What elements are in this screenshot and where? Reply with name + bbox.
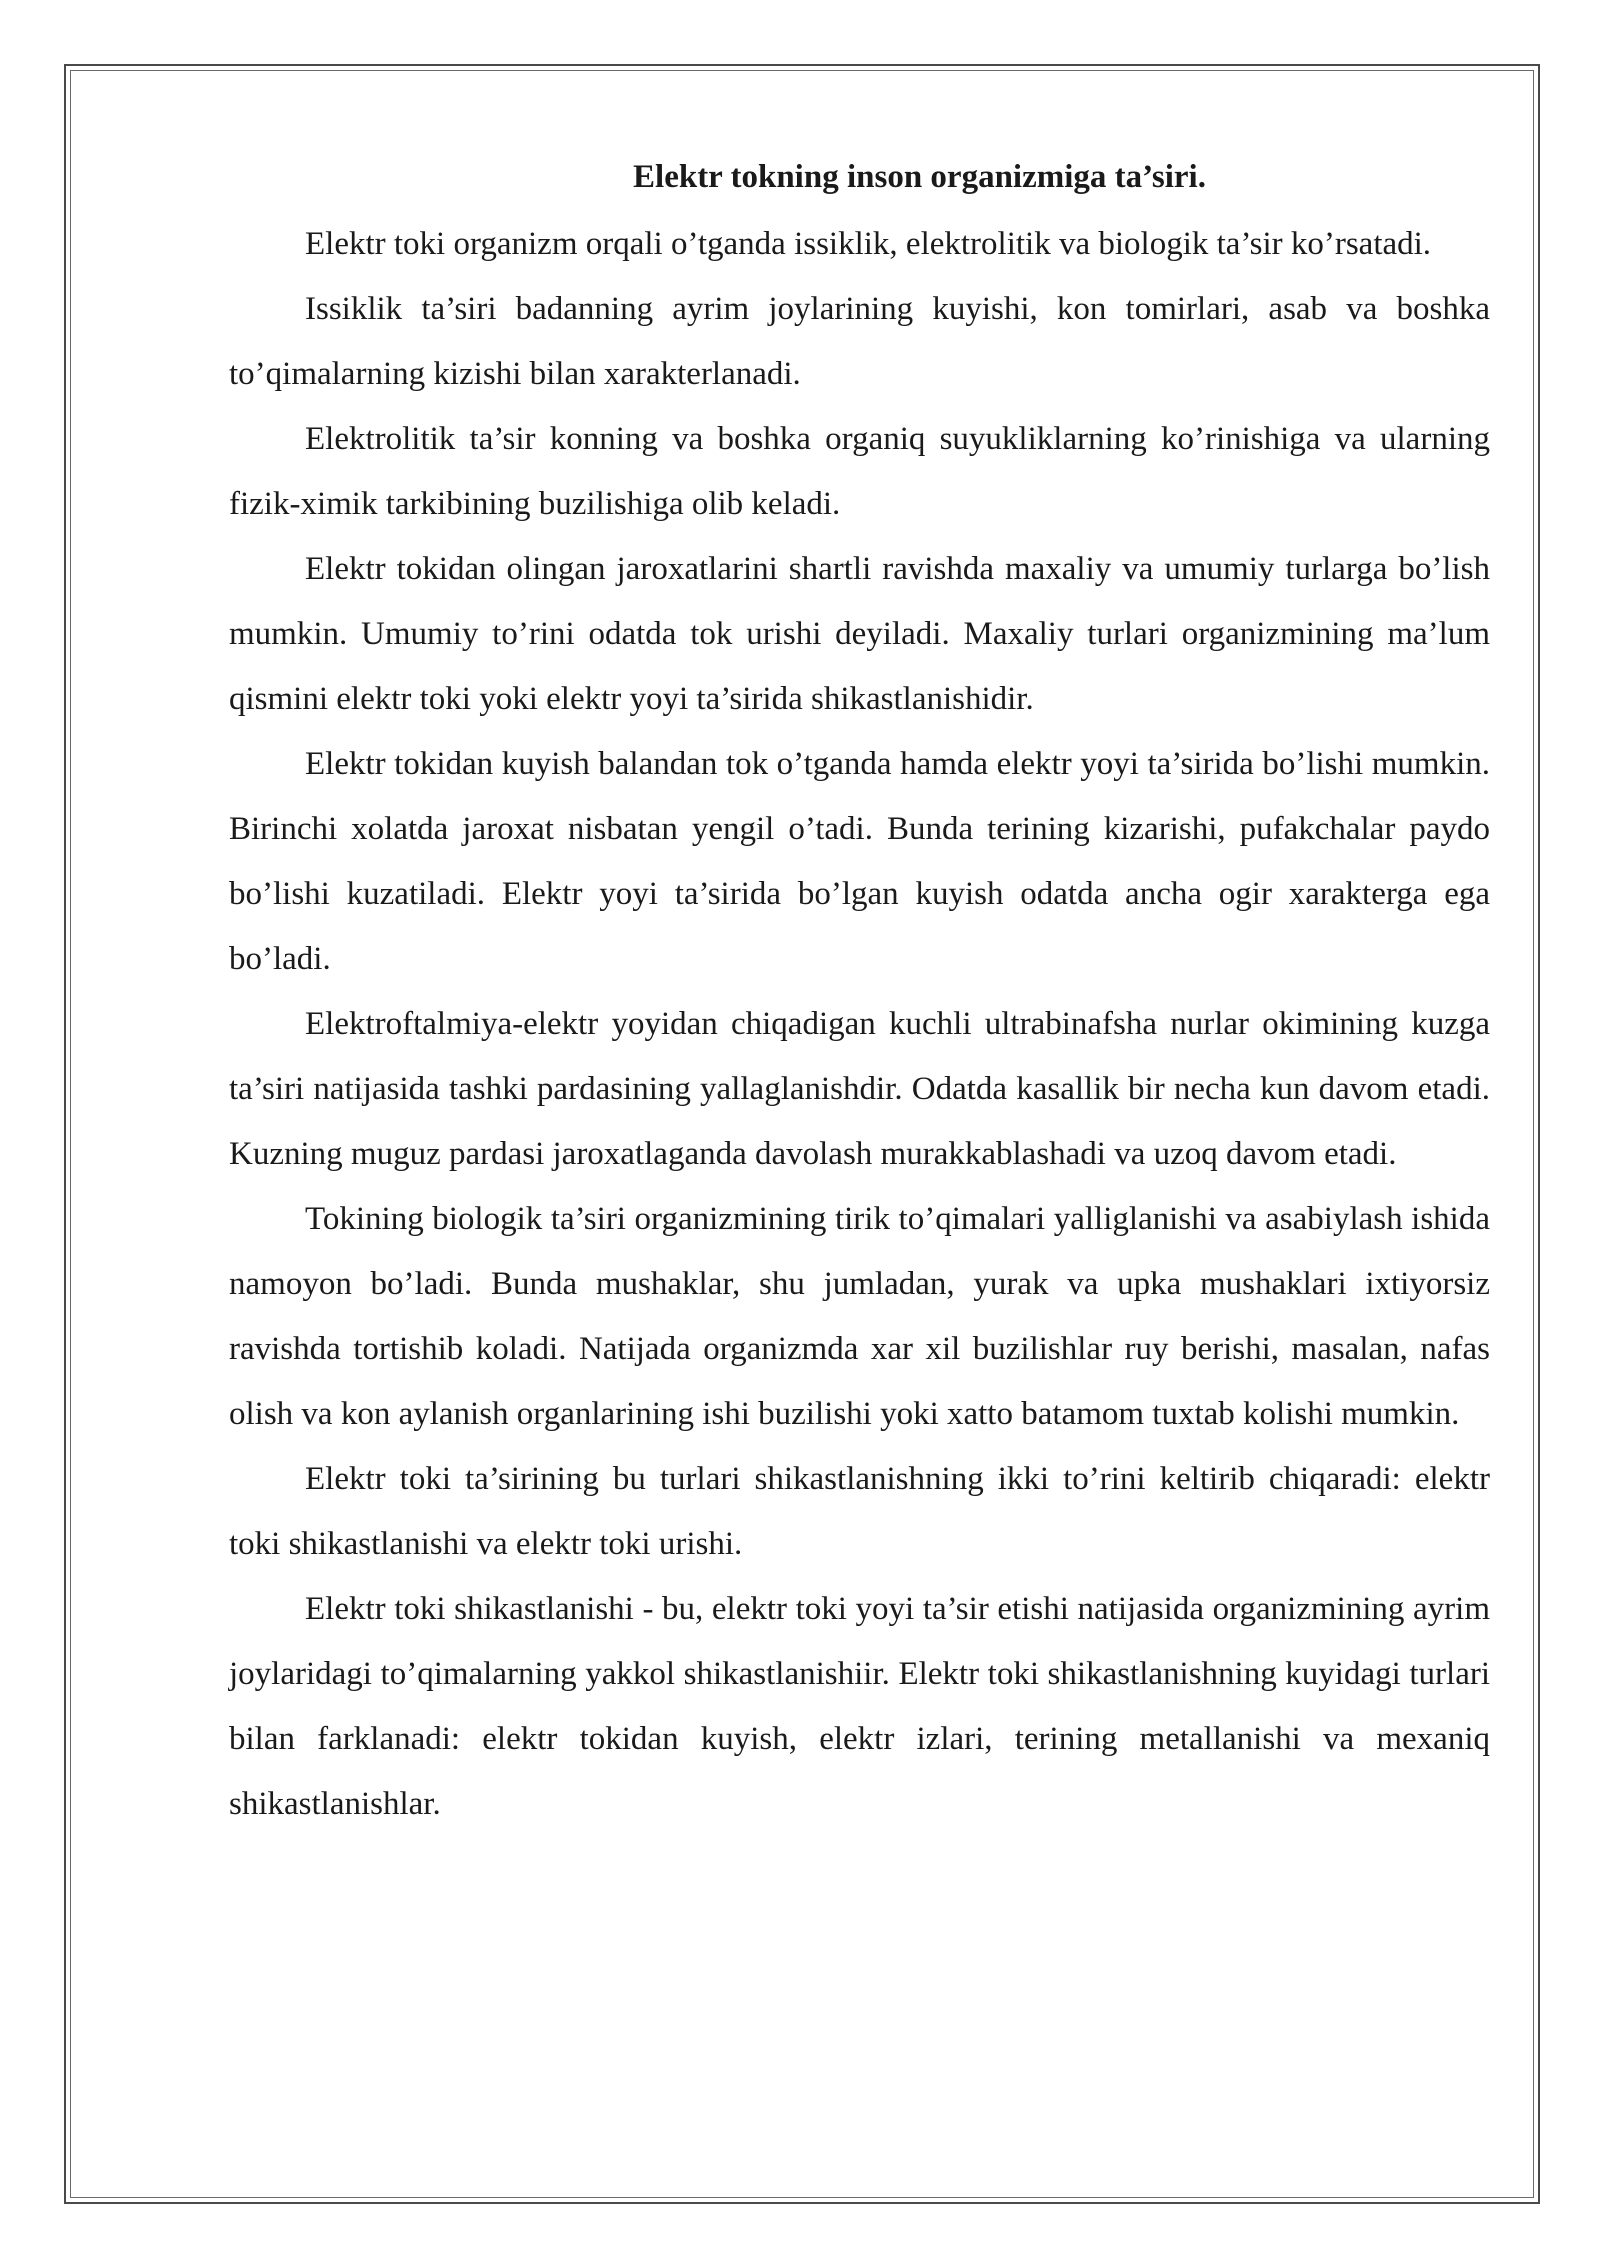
paragraph-electrolytic-effect: Elektrolitik ta’sir konning va boshka organiq suyukliklarning ko’rinishiga va ularning fizik-ximik tarkibining buzilishiga olib keladi. — [229, 421, 1490, 522]
paragraph-electrical-injury: Elektr toki shikastlanishi - bu, elektr toki yoyi ta’sir etishi natijasida organizmining ayrim joylaridagi to’qimalarning yakkol shikastlanishiir. Elektr toki shikastlanishning kuyidagi turlari bilan farklanadi: elektr tokidan kuyish, elektr izlari, terining metallanishi va mexaniq shikastlanishlar. — [229, 1591, 1490, 1822]
document-title: Elektr tokning inson organizmiga ta’siri. — [633, 159, 1206, 195]
paragraph-biological-effect: Tokining biologik ta’siri organizmining tirik to’qimalari yalliglanishi va asabiylash ishida namoyon bo’ladi. Bunda mushaklar, shu jumladan, yurak va upka mushaklari ixtiyorsiz ravishda tortishib koladi. Natijada organizmda xar xil buzilishlar ruy berishi, masalan, nafas olish va kon aylanish organlarining ishi buzilishi yoki xatto batamom tuxtab kolishi mumkin. — [229, 1201, 1490, 1432]
paragraph-injury-types: Elektr tokidan olingan jaroxatlarini shartli ravishda maxaliy va umumiy turlarga bo’lish mumkin. Umumiy to’rini odatda tok urishi deyiladi. Maxaliy turlari organizmining ma’lum qismini elektr toki yoki elektr yoyi ta’sirida shikastlanishidir. — [229, 551, 1490, 717]
paragraph-two-injury-kinds: Elektr toki ta’sirining bu turlari shikastlanishning ikki to’rini keltirib chiqaradi: elektr toki shikastlanishi va elektr toki urishi. — [229, 1461, 1490, 1562]
paragraph-effects-overview: Elektr toki organizm orqali o’tganda issiklik, elektrolitik va biologik ta’sir ko’rsatadi. — [305, 226, 1432, 262]
paragraph-electroophthalmia: Elektroftalmiya-elektr yoyidan chiqadigan kuchli ultrabinafsha nurlar okimining kuzga ta’siri natijasida tashki pardasining yallaglanishdir. Odatda kasallik bir necha kun davom etadi. Kuzning muguz pardasi jaroxatlaganda davolash murakkablashadi va uzoq davom etadi. — [229, 1006, 1490, 1172]
paragraph-burns: Elektr tokidan kuyish balandan tok o’tganda hamda elektr yoyi ta’sirida bo’lishi mumkin. Birinchi xolatda jaroxat nisbatan yengil o’tadi. Bunda terining kizarishi, pufakchalar paydo bo’lishi kuzatiladi. Elektr yoyi ta’sirida bo’lgan kuyish odatda ancha ogir xarakterga ega bo’ladi. — [229, 746, 1490, 977]
document-body — [229, 152, 1490, 1837]
paragraph-thermal-effect: Issiklik ta’siri badanning ayrim joylarining kuyishi, kon tomirlari, asab va boshka to’qimalarning kizishi bilan xarakterlanadi. — [229, 291, 1490, 392]
